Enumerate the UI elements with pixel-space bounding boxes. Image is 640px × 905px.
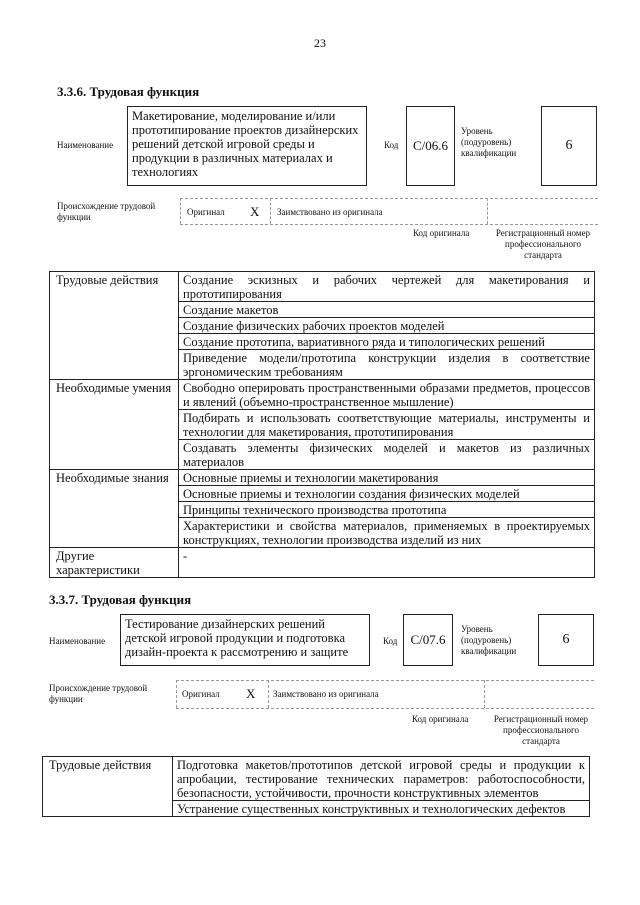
borrowed-label: Заимствовано из оригинала: [277, 207, 383, 217]
original-mark: X: [246, 686, 256, 701]
code-original-label: Код оригинала: [413, 228, 470, 238]
function-table: [49, 271, 595, 578]
level-label: Уровень (подуровень) квалификации: [461, 126, 517, 158]
function-name-box: Тестирование дизайнерских решений детской игровой продукции и подготовка дизайн-проекта к рассмотрению и защите: [120, 614, 370, 666]
code-label: Код: [384, 140, 399, 150]
table-cell: Создание эскизных и рабочих чертежей для макетирования и прототипирования: [179, 272, 595, 302]
table-cell: Свободно оперировать пространственными образами предметов, процессов и явлений (объемно-пространственное мышление): [179, 380, 595, 410]
section-title: 3.3.7. Трудовая функция: [49, 592, 192, 607]
reg-number-label: Регистрационный номер профессионального стандарта: [495, 228, 591, 260]
table-cell: Приведение модели/прототипа конструкции изделия в соответствие эргономическим требованиям: [179, 350, 595, 380]
original-mark: X: [250, 204, 260, 219]
row-label: Необходимые знания: [50, 470, 179, 548]
function-table: [42, 756, 590, 817]
origin-row-top-line: [180, 198, 598, 199]
row-label: Другие характеристики: [50, 548, 179, 578]
table-cell: Создавать элементы физических моделей и макетов из различных материалов: [179, 440, 595, 470]
origin-label: Происхождение трудовой функции: [49, 683, 148, 704]
table-cell: Создание прототипа, вариативного ряда и типологических решений: [179, 334, 595, 350]
level-value-box: 6: [538, 614, 594, 666]
table-cell: Устранение существенных конструктивных и технологических дефектов: [173, 801, 590, 817]
table-cell: Создание физических рабочих проектов моделей: [179, 318, 595, 334]
table-cell: Создание макетов: [179, 302, 595, 318]
origin-row-divider: [268, 680, 269, 708]
section-title: 3.3.6. Трудовая функция: [57, 84, 200, 99]
origin-row-divider: [180, 198, 181, 224]
row-label: Трудовые действия: [43, 757, 173, 817]
origin-row-top-line: [176, 680, 594, 681]
table-cell: Характеристики и свойства материалов, применяемых в проектируемых конструкциях, технологии производства изделий из них: [179, 518, 595, 548]
level-value-box: 6: [541, 106, 597, 186]
name-label: Наименование: [49, 636, 106, 646]
origin-row-bottom-line: [176, 708, 594, 709]
function-name-box: Макетирование, моделирование и/или прототипирование проектов дизайнерских решений детской игровой среды и продукции в различных материалах и технологиях: [127, 106, 367, 186]
origin-row-divider: [487, 198, 488, 224]
row-label: Трудовые действия: [50, 272, 179, 380]
code-label: Код: [383, 636, 398, 646]
original-label: Оригинал: [182, 689, 220, 699]
origin-row-bottom-line: [180, 224, 598, 225]
origin-row-divider: [484, 680, 485, 708]
code-original-label: Код оригинала: [412, 714, 469, 724]
borrowed-label: Заимствовано из оригинала: [273, 689, 379, 699]
row-label: Необходимые умения: [50, 380, 179, 470]
level-label: Уровень (подуровень) квалификации: [461, 624, 517, 656]
code-value-box: C/07.6: [403, 614, 453, 666]
table-cell: -: [179, 548, 595, 578]
original-label: Оригинал: [187, 207, 225, 217]
reg-number-label: Регистрационный номер профессионального стандарта: [493, 714, 589, 746]
origin-row-divider: [270, 198, 271, 224]
table-cell: Подбирать и использовать соответствующие материалы, инструменты и технологии для макетирования, прототипирования: [179, 410, 595, 440]
origin-row-divider: [176, 680, 177, 708]
code-value-box: C/06.6: [406, 106, 455, 186]
origin-label: Происхождение трудовой функции: [57, 201, 156, 222]
table-cell: Подготовка макетов/прототипов детской игровой среды и продукции к апробации, тестирование технических параметров: работоспособности, безопасности, устойчивости, прочности конструктивных элементов: [173, 757, 590, 801]
table-cell: Основные приемы и технологии создания физических моделей: [179, 486, 595, 502]
table-cell: Основные приемы и технологии макетирования: [179, 470, 595, 486]
page-number: 23: [314, 36, 326, 50]
table-cell: Принципы технического производства прототипа: [179, 502, 595, 518]
name-label: Наименование: [57, 140, 114, 150]
